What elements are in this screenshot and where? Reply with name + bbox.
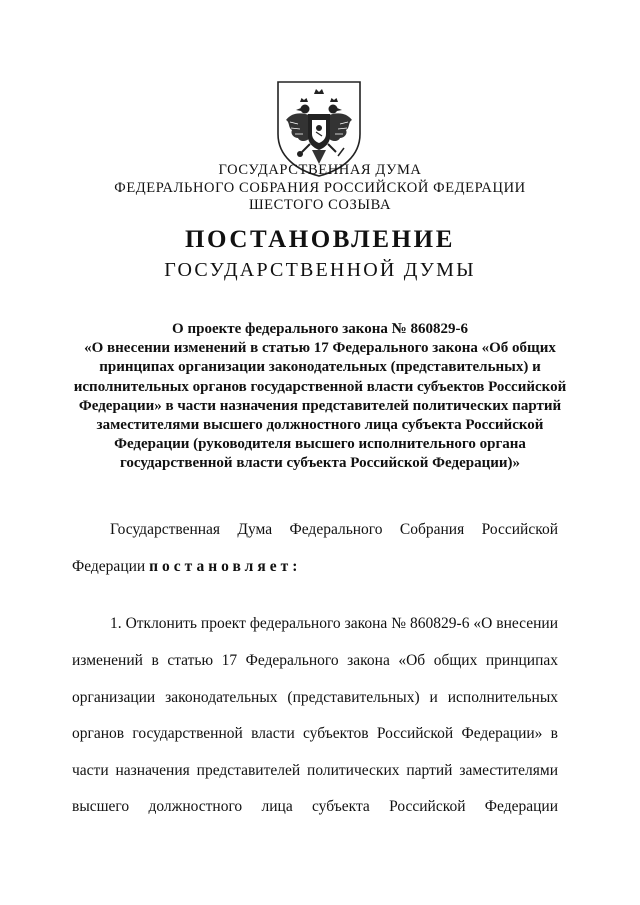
clause-line: органов государственной власти субъектов Российской Федерации» в [72,725,558,742]
clause-line: организации законодательных (представительных) и исполнительных [72,689,558,706]
clause-line: изменений в статью 17 Федерального закона «Об общих принципах [72,652,558,669]
subject-line: О проекте федерального закона № 860829-6 [172,321,468,337]
subject-line: Федерации» в части назначения представителей политических партий [78,397,562,414]
clause-line: части назначения представителей политических партий заместителями [72,762,558,779]
subject-line: заместителями высшего должностного лица субъекта Российской [96,417,544,434]
document-title: ПОСТАНОВЛЕНИЕ [184,226,456,253]
subject-line: государственной власти субъекта Российской Федерации)» [119,455,521,472]
subject-line: принципах организации законодательных (представительных) и [99,359,541,376]
preamble-prefix: Федерации [72,558,146,575]
subject-line: Федерации (руководителя высшего исполнительного органа [114,436,526,453]
subject-block [60,320,580,474]
subject-line: исполнительных органов государственной власти субъектов Российской [73,378,567,395]
clause-line: 1. Отклонить проект федерального закона № 860829-6 «О внесении [110,615,558,632]
subject-line: «О внесении изменений в статью 17 Федерального закона «Об общих [84,340,556,357]
header-line-duma: ГОСУДАРСТВЕННАЯ ДУМА [218,162,422,178]
preamble-line-2 [72,557,558,576]
preamble-resolves: постановляет: [149,558,302,575]
document-subtitle: ГОСУДАРСТВЕННОЙ ДУМЫ [164,259,476,281]
header-line-assembly: ФЕДЕРАЛЬНОГО СОБРАНИЯ РОССИЙСКОЙ ФЕДЕРАЦИИ [114,180,526,196]
header-line-convocation: ШЕСТОГО СОЗЫВА [248,197,392,213]
clause-line: высшего должностного лица субъекта Российской Федерации [72,798,558,815]
preamble-line: Государственная Дума Федерального Собрания Российской [110,521,558,538]
